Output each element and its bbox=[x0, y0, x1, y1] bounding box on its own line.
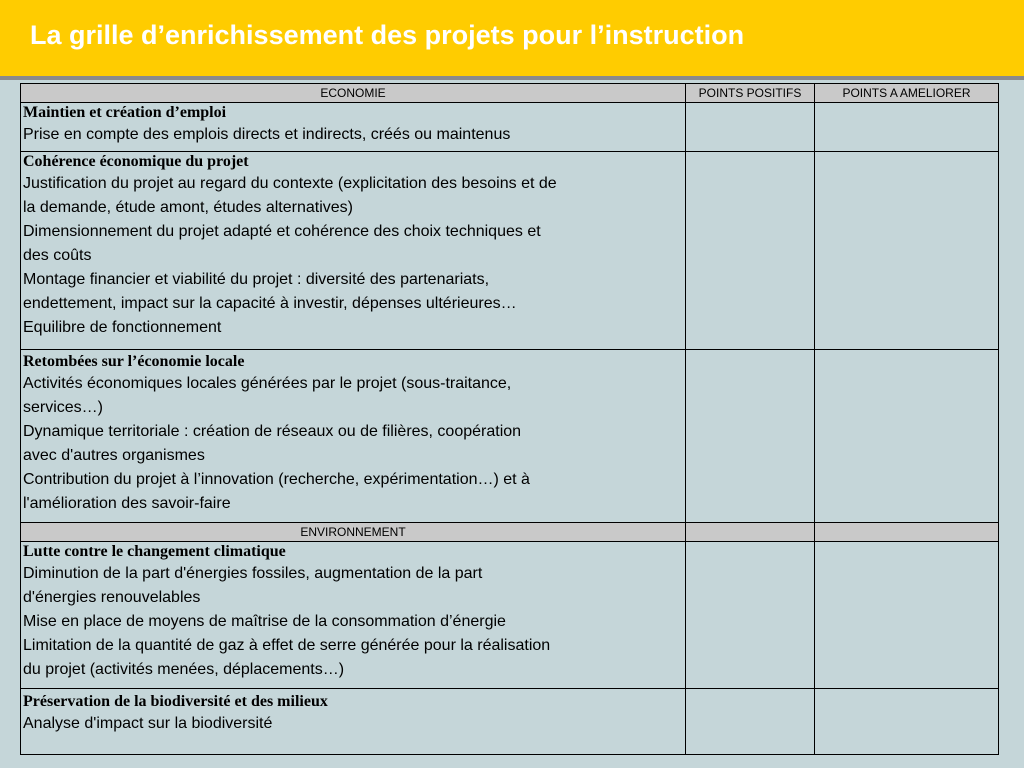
criterion-line: Activités économiques locales générées par le projet (sous-traitance, bbox=[23, 375, 512, 392]
positive-points-cell[interactable] bbox=[686, 103, 815, 152]
improvement-points-cell[interactable] bbox=[815, 103, 999, 152]
criterion-line: la demande, étude amont, études alternatives) bbox=[23, 199, 353, 216]
criterion-line: Equilibre de fonctionnement bbox=[23, 319, 222, 336]
criterion-line: Justification du projet au regard du contexte (explicitation des besoins et de bbox=[23, 175, 557, 192]
table-row bbox=[21, 152, 999, 350]
criterion-title: Lutte contre le changement climatique bbox=[23, 543, 286, 560]
column-header-criteria: ECONOMIE bbox=[21, 84, 686, 103]
column-header-improve: POINTS A AMELIORER bbox=[815, 84, 999, 103]
criterion-line: Limitation de la quantité de gaz à effet de serre générée pour la réalisation bbox=[23, 637, 551, 654]
criterion-cell bbox=[21, 103, 686, 152]
criterion-line: endettement, impact sur la capacité à investir, dépenses ultérieures… bbox=[23, 295, 517, 312]
table-row bbox=[21, 103, 999, 152]
criterion-line: Diminution de la part d'énergies fossiles, augmentation de la part bbox=[23, 565, 483, 582]
table-row bbox=[21, 350, 999, 523]
criterion-line: Prise en compte des emplois directs et indirects, créés ou maintenus bbox=[23, 126, 511, 143]
positive-points-cell[interactable] bbox=[686, 350, 815, 523]
criterion-line: d'énergies renouvelables bbox=[23, 589, 201, 606]
column-header-positive: POINTS POSITIFS bbox=[686, 84, 815, 103]
criterion-line: Montage financier et viabilité du projet : diversité des partenariats, bbox=[23, 271, 490, 288]
improvement-points-cell[interactable] bbox=[815, 542, 999, 689]
criterion-line: avec d'autres organismes bbox=[23, 447, 205, 464]
section-empty-cell bbox=[815, 523, 999, 542]
criterion-line: du projet (activités menées, déplacements…) bbox=[23, 661, 345, 678]
criterion-cell bbox=[21, 542, 686, 689]
criterion-line: Analyse d'impact sur la biodiversité bbox=[23, 715, 273, 732]
positive-points-cell[interactable] bbox=[686, 542, 815, 689]
criterion-line: services…) bbox=[23, 399, 104, 416]
improvement-points-cell[interactable] bbox=[815, 689, 999, 755]
slide-title: La grille d’enrichissement des projets pour l’instruction bbox=[30, 20, 745, 50]
criterion-line: Dimensionnement du projet adapté et cohérence des choix techniques et bbox=[23, 223, 541, 240]
section-label: ENVIRONNEMENT bbox=[21, 523, 686, 542]
criterion-line: l'amélioration des savoir-faire bbox=[23, 495, 231, 512]
positive-points-cell[interactable] bbox=[686, 152, 815, 350]
criterion-line: des coûts bbox=[23, 247, 92, 264]
criterion-title: Maintien et création d’emploi bbox=[23, 104, 227, 121]
section-header-environnement bbox=[21, 523, 999, 542]
evaluation-grid bbox=[20, 83, 999, 755]
table-row bbox=[21, 689, 999, 755]
table-row bbox=[21, 542, 999, 689]
title-banner bbox=[0, 0, 1024, 76]
criterion-cell bbox=[21, 350, 686, 523]
improvement-points-cell[interactable] bbox=[815, 152, 999, 350]
title-divider bbox=[0, 76, 1024, 80]
improvement-points-cell[interactable] bbox=[815, 350, 999, 523]
criterion-line: Dynamique territoriale : création de réseaux ou de filières, coopération bbox=[23, 423, 522, 440]
criterion-line: Mise en place de moyens de maîtrise de la consommation d’énergie bbox=[23, 613, 506, 630]
criterion-title: Cohérence économique du projet bbox=[23, 153, 249, 170]
criterion-cell bbox=[21, 152, 686, 350]
criterion-cell bbox=[21, 689, 686, 755]
criterion-line: Contribution du projet à l’innovation (recherche, expérimentation…) et à bbox=[23, 471, 530, 488]
criterion-title: Préservation de la biodiversité et des milieux bbox=[23, 693, 328, 710]
positive-points-cell[interactable] bbox=[686, 689, 815, 755]
section-empty-cell bbox=[686, 523, 815, 542]
section-header-economie bbox=[21, 84, 999, 103]
criterion-title: Retombées sur l’économie locale bbox=[23, 353, 245, 370]
